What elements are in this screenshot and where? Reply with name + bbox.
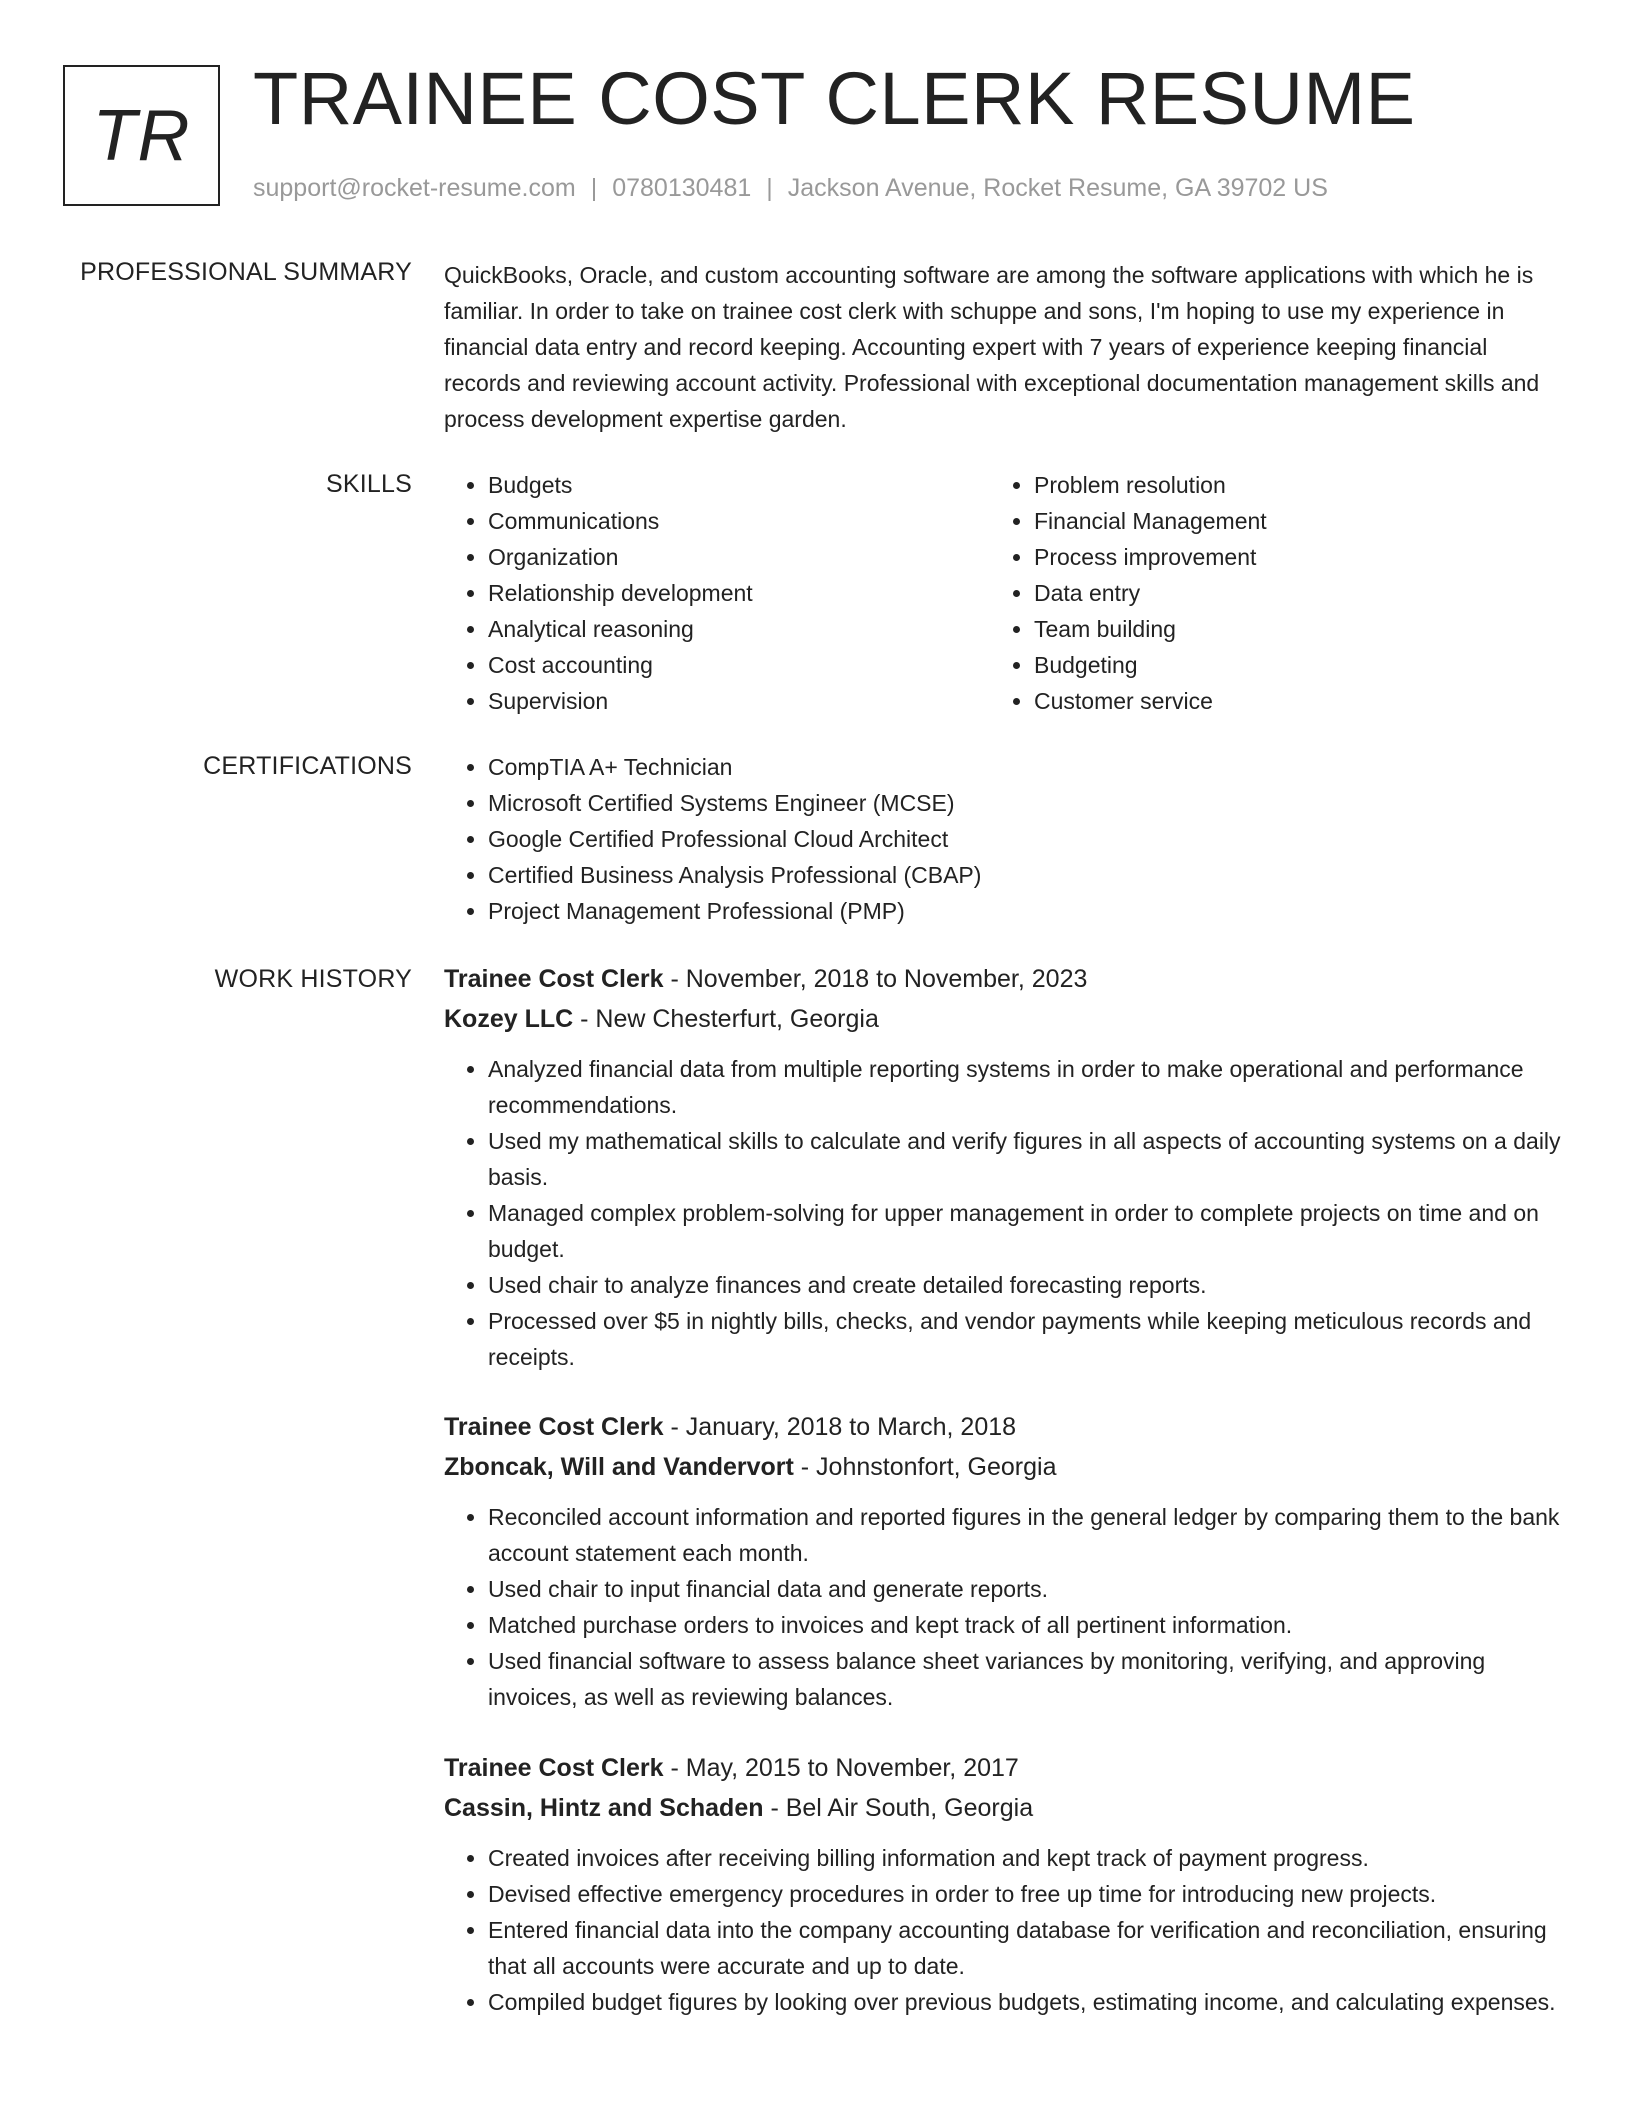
job-bullet: • Devised effective emergency procedures in order to free up time for introducing new projects.	[488, 1876, 1562, 1912]
skill-item: • Analytical reasoning	[488, 611, 990, 647]
job-bullet: • Compiled budget figures by looking over previous budgets, estimating income, and calculating expenses.	[488, 1984, 1562, 2020]
skill-item: • Data entry	[1034, 575, 1536, 611]
skill-item: • Communications	[488, 503, 990, 539]
contact-separator: |	[590, 174, 598, 202]
job-company: Cassin, Hintz and Schaden	[444, 1794, 764, 1822]
certification-item: • CompTIA A+ Technician	[488, 749, 1556, 785]
job-bullet: • Used my mathematical skills to calculate and verify figures in all aspects of accounting systems on a daily basis.	[488, 1123, 1562, 1195]
skill-item: • Financial Management	[1034, 503, 1536, 539]
job-dates: - May, 2015 to November, 2017	[663, 1754, 1019, 1782]
job-dates: - January, 2018 to March, 2018	[663, 1413, 1017, 1441]
job-title-line	[444, 959, 1562, 999]
job-entry	[444, 959, 1562, 1375]
resume-title: TRAINEE COST CLERK RESUME	[253, 57, 1416, 140]
job-title: Trainee Cost Clerk	[444, 1413, 664, 1441]
contact-address: Jackson Avenue, Rocket Resume, GA 39702 US	[787, 174, 1328, 202]
certification-item: • Microsoft Certified Systems Engineer (MCSE)	[488, 785, 1556, 821]
skill-item: • Team building	[1034, 611, 1536, 647]
skill-item: • Supervision	[488, 683, 990, 719]
job-location: - Johnstonfort, Georgia	[793, 1453, 1057, 1481]
job-bullet: • Reconciled account information and reported figures in the general ledger by comparing them to the bank account statement each month.	[488, 1499, 1562, 1571]
job-location: - New Chesterfurt, Georgia	[573, 1005, 879, 1033]
job-bullet: • Used chair to analyze finances and create detailed forecasting reports.	[488, 1267, 1562, 1303]
job-bullet: • Created invoices after receiving billing information and kept track of payment progress.	[488, 1840, 1562, 1876]
section-label-summary: PROFESSIONAL SUMMARY	[80, 258, 412, 286]
monogram-initials: TR	[92, 95, 191, 176]
section-label-skills: SKILLS	[326, 470, 412, 498]
summary-text: QuickBooks, Oracle, and custom accounting software are among the software applications with which he is familiar. In order to take on trainee cost clerk with schuppe and sons, I'm hoping to use my experience in financial data entry and record keeping. Accounting expert with 7 years of experience keeping financial records and reviewing account activity. Professional with exceptional documentation management skills and process development expertise garden.	[444, 262, 1540, 432]
job-bullet: • Processed over $5 in nightly bills, checks, and vendor payments while keeping meticulous records and receipts.	[488, 1303, 1562, 1375]
certification-item: • Google Certified Professional Cloud Architect	[488, 821, 1556, 857]
skills-column-right	[990, 467, 1536, 719]
contact-email[interactable]: support@rocket-resume.com	[253, 174, 576, 202]
job-entry	[444, 1407, 1562, 1715]
contact-separator: |	[766, 174, 773, 202]
job-bullet: • Used financial software to assess balance sheet variances by monitoring, verifying, and approving invoices, as well as reviewing balances.	[488, 1643, 1562, 1715]
job-title: Trainee Cost Clerk	[444, 1754, 664, 1782]
job-company: Kozey LLC	[444, 1005, 574, 1033]
contact-phone[interactable]: 0780130481	[612, 174, 752, 202]
skill-item: • Organization	[488, 539, 990, 575]
skill-item: • Relationship development	[488, 575, 990, 611]
job-bullet: • Managed complex problem-solving for upper management in order to complete projects on time and on budget.	[488, 1195, 1562, 1267]
job-bullet: • Entered financial data into the company accounting database for verification and reconciliation, ensuring that all accounts were accurate and up to date.	[488, 1912, 1562, 1984]
job-bullet: • Analyzed financial data from multiple reporting systems in order to make operational and performance recommendations.	[488, 1051, 1562, 1123]
skill-item: • Budgeting	[1034, 647, 1536, 683]
skill-item: • Process improvement	[1034, 539, 1536, 575]
job-company-line	[444, 999, 1562, 1039]
skill-item: • Cost accounting	[488, 647, 990, 683]
certifications-section	[444, 749, 1556, 929]
skill-item: • Customer service	[1034, 683, 1536, 719]
job-title-line	[444, 1748, 1562, 1788]
section-label-certifications: CERTIFICATIONS	[203, 752, 412, 780]
certification-item: • Certified Business Analysis Professional (CBAP)	[488, 857, 1556, 893]
job-company-line	[444, 1447, 1562, 1487]
certification-item: • Project Management Professional (PMP)	[488, 893, 1556, 929]
skill-item: • Problem resolution	[1034, 467, 1536, 503]
job-entry	[444, 1748, 1562, 2020]
skills-section	[444, 467, 1556, 719]
job-company: Zboncak, Will and Vandervort	[444, 1453, 794, 1481]
job-bullet: • Matched purchase orders to invoices and kept track of all pertinent information.	[488, 1607, 1562, 1643]
job-company-line	[444, 1788, 1562, 1828]
job-bullet: • Used chair to input financial data and generate reports.	[488, 1571, 1562, 1607]
contact-line	[253, 174, 1328, 203]
summary-section	[444, 257, 1556, 437]
job-title: Trainee Cost Clerk	[444, 965, 664, 993]
job-location: - Bel Air South, Georgia	[763, 1794, 1034, 1822]
skill-item: • Budgets	[488, 467, 990, 503]
job-title-line	[444, 1407, 1562, 1447]
section-label-work-history: WORK HISTORY	[214, 965, 412, 993]
skills-column-left	[444, 467, 990, 719]
monogram-box	[63, 65, 220, 206]
job-dates: - November, 2018 to November, 2023	[663, 965, 1088, 993]
